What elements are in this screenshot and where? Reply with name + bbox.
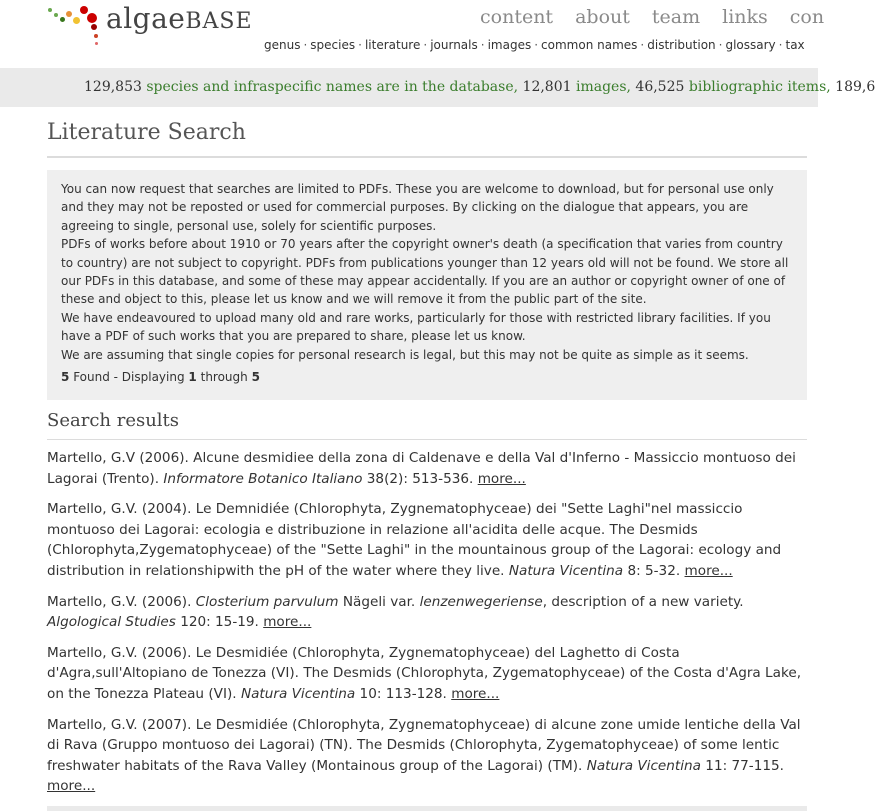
species-label: species and infraspecific names are in the database, xyxy=(146,79,519,95)
footer-strip xyxy=(47,806,807,811)
images-count: 12,801 xyxy=(522,79,572,95)
journal-name: Informatore Botanico Italiano xyxy=(163,470,363,487)
subnav-common-names[interactable]: common names xyxy=(541,38,638,52)
subnav-species[interactable]: species xyxy=(310,38,356,52)
more-link[interactable]: more... xyxy=(451,685,500,702)
main-nav xyxy=(480,6,846,28)
info-paragraph: We are assuming that single copies for personal research is legal, but this may not be quite as simple as it seems. xyxy=(61,347,749,362)
nav-contact[interactable]: con xyxy=(789,6,825,28)
subnav-journals[interactable]: journals xyxy=(430,38,478,52)
more-link[interactable]: more... xyxy=(263,614,312,631)
result-item: Martello, G.V. (2006). Closterium parvulum Nägeli var. lenzenwegeriense, description of a new variety. Algological Studies 120: 15-19. more... xyxy=(47,593,744,631)
info-paragraph: We have endeavoured to upload many old and rare works, particularly for those with restricted library facilities. If you have a PDF of such works that you are prepared to share, please let us know. xyxy=(61,310,771,344)
more-link[interactable]: more... xyxy=(477,470,526,487)
results-count-line: 5 Found - Displaying 1 through 5 xyxy=(61,370,260,385)
stats-bar xyxy=(0,68,875,107)
logo-suffix: BASE xyxy=(185,9,253,34)
biblio-label: bibliographic items, xyxy=(688,79,831,95)
subnav-taxonomy[interactable]: tax xyxy=(785,38,805,52)
subnav-distribution[interactable]: distribution xyxy=(647,38,716,52)
result-item: Martello, G.V. (2007). Le Desmidiée (Chlorophyta, Zygnematophyceae) di alcune zone umide lentiche della Val di Rava (Gruppo montuoso dei Lagorai) (TN). The Desmids (Chlorophyta, Zygematophyceae) of some lentic freshwater habitats of the Rava Valley (Montainous group of the Lagorai) (TM). Natura Vicentina 11: 77-115. more... xyxy=(47,716,801,795)
subnav-genus[interactable]: genus xyxy=(264,38,301,52)
journal-name: Natura Vicentina xyxy=(240,685,356,702)
title-divider xyxy=(47,156,807,158)
nav-about[interactable]: about xyxy=(575,6,630,28)
journal-name: Natura Vicentina xyxy=(508,562,624,579)
nav-team[interactable]: team xyxy=(651,6,701,28)
result-item: Martello, G.V. (2004). Le Demnidiée (Chlorophyta, Zygnematophyceae) dei "Sette Laghi"nel massiccio montuoso dei Lagorai: ecologia e distribuzione in relazione all'acidita delle acque. The Desmids (Chlorophyta,Zygematophyceae) of the "Sette Laghi" in the mountainous group of the Lagorai: ecology and distribution in relationshipwith the pH of the water where they live. Natura Vicentina 8: 5-32. more... xyxy=(47,501,782,579)
results-heading: Search results xyxy=(47,410,180,431)
taxon-name: Closterium parvulum xyxy=(195,593,339,610)
info-paragraph: You can now request that searches are limited to PDFs. These you are welcome to download, but for personal use only and they may not be reposted or used for commercial purposes. By clicking on the dialogue that appears, you are agreeing to single, personal use, solely for scientific purposes. xyxy=(61,182,774,233)
more-link[interactable]: more... xyxy=(47,778,96,795)
results-divider xyxy=(47,439,807,440)
logo-wordmark xyxy=(106,2,253,35)
subnav-images[interactable]: images xyxy=(487,38,532,52)
journal-name: Natura Vicentina xyxy=(586,757,701,774)
logo-name: algae xyxy=(106,2,186,35)
page-title: Literature Search xyxy=(47,120,246,145)
header xyxy=(0,0,825,68)
variety-name: lenzenwegeriense xyxy=(419,593,543,610)
info-paragraph: PDFs of works before about 1910 or 70 years after the copyright owner's death (a specification that varies from country to country) are not subject to copyright. PDFs from publications younger than 12 years old will not be found. We store all our PDFs in this database, and some of these may appear accidentally. If you are an author or copyright owner of one of these and object to this, please let us know and we will remove it from the public part of the site. xyxy=(61,237,789,307)
result-item: Martello, G.V. (2006). Le Desmidiée (Chlorophyta, Zygnematophyceae) del Laghetto di Costa d'Agra,sull'Altopiano de Tonezza (VI). The Desmids (Chlorophyta, Zygematophyceae) of the Costa d'Agra Lake, on the Tonezza Plateau (VI). Natura Vicentina 10: 113-128. more... xyxy=(47,644,802,702)
stats-text xyxy=(84,79,875,95)
biblio-count: 46,525 xyxy=(635,79,685,95)
journal-name: Algological Studies xyxy=(47,614,176,631)
range-from: 1 xyxy=(188,370,197,385)
nav-content[interactable]: content xyxy=(480,6,554,28)
range-to: 5 xyxy=(251,370,260,385)
found-count: 5 xyxy=(61,370,70,385)
sub-nav: genus · species · literature · journals · images · common names · distribution · glossary · tax xyxy=(264,38,805,52)
nav-links[interactable]: links xyxy=(722,6,768,28)
more-link[interactable]: more... xyxy=(684,562,733,579)
subnav-literature[interactable]: literature xyxy=(364,38,421,52)
images-label: images, xyxy=(575,79,631,95)
subnav-glossary[interactable]: glossary xyxy=(725,38,776,52)
site-logo[interactable] xyxy=(44,0,284,50)
species-count: 129,853 xyxy=(84,79,142,95)
result-item: Martello, G.V (2006). Alcune desmidiee della zona di Caldenave e della Val d'Inferno - Massiccio montuoso dei Lagorai (Trento). Informatore Botanico Italiano 38(2): 513-536. more... xyxy=(47,450,796,487)
results-list xyxy=(47,448,807,807)
stats-trailing: 189,6 xyxy=(835,79,875,95)
pdf-info-box xyxy=(47,170,807,400)
